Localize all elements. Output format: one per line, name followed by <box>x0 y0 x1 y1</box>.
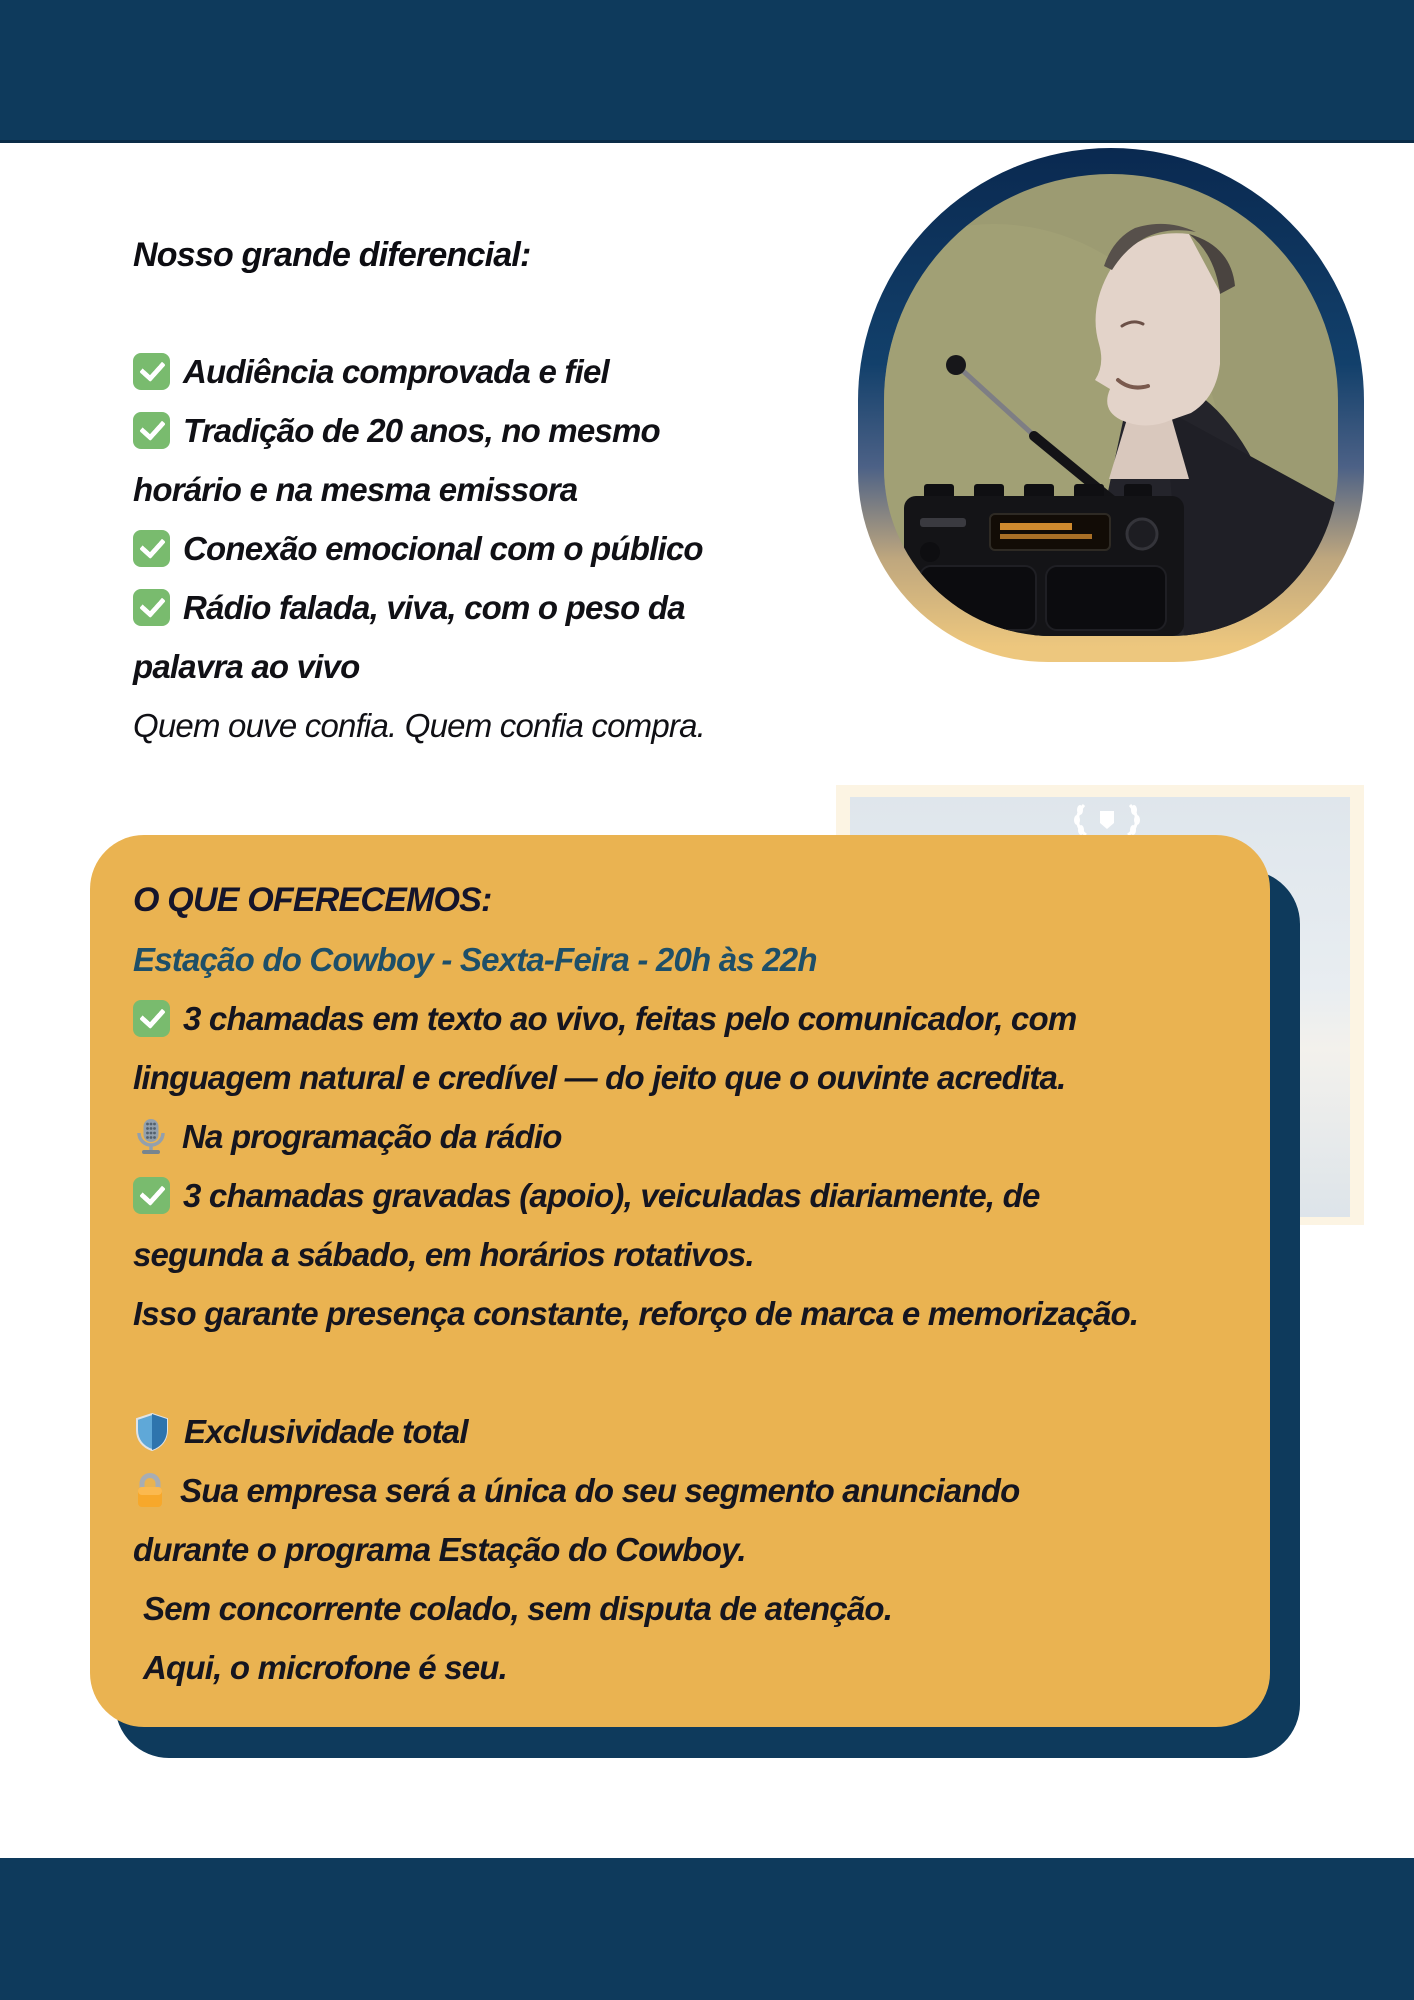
hero-tagline-text: Quem ouve confia. Quem confia compra. <box>133 706 706 744</box>
blank-line <box>133 1343 1243 1402</box>
offer-item-text: 3 chamadas gravadas (apoio), veiculadas diariamente, de <box>183 1176 1040 1214</box>
avatar-ring <box>858 148 1364 662</box>
offer-list-item <box>133 1048 1243 1107</box>
offer-list-item <box>133 1638 1243 1697</box>
offer-item-text: 3 chamadas em texto ao vivo, feitas pelo comunicador, com <box>183 999 1077 1037</box>
offer-item-text: durante o programa Estação do Cowboy. <box>133 1530 746 1568</box>
offer-item-text: Na programação da rádio <box>182 1117 562 1155</box>
offer-heading-text: O QUE OFERECEMOS: <box>133 881 492 919</box>
hero-list-item <box>133 342 705 401</box>
check-icon <box>133 1000 170 1037</box>
offer-subheading-text: Estação do Cowboy - Sexta-Feira - 20h às 22h <box>133 940 817 978</box>
offer-item-text: Exclusividade total <box>184 1412 468 1450</box>
offer-list-item <box>133 1107 1243 1166</box>
offer-heading <box>133 871 1243 930</box>
hero-item-text: Conexão emocional com o público <box>183 529 703 567</box>
check-icon <box>133 353 170 390</box>
offer-item-text: Isso garante presença constante, reforço de marca e memorização. <box>133 1294 1139 1332</box>
offer-item-text: Sua empresa será a única do seu segmento anunciando <box>180 1471 1020 1509</box>
offer-list-item <box>133 1579 1243 1638</box>
hero-title: Nosso grande diferencial: <box>133 236 531 274</box>
shield-icon <box>133 1412 171 1452</box>
hero-item-text: palavra ao vivo <box>133 647 360 685</box>
hero-item-text: Rádio falada, viva, com o peso da <box>183 588 685 626</box>
offer-list-item <box>133 1166 1243 1225</box>
hero-tagline <box>133 696 705 755</box>
hero-list-item <box>133 578 705 637</box>
offer-content <box>133 871 1243 1697</box>
offer-item-text: Sem concorrente colado, sem disputa de atenção. <box>143 1589 893 1627</box>
offer-list-item <box>133 1520 1243 1579</box>
hero-list-item <box>133 637 705 696</box>
offer-list-item <box>133 989 1243 1048</box>
offer-list-item <box>133 1461 1243 1520</box>
offer-list-item <box>133 1284 1243 1343</box>
offer-list-item <box>133 1225 1243 1284</box>
hero-list-item <box>133 401 705 460</box>
offer-item-text: segunda a sábado, em horários rotativos. <box>133 1235 754 1273</box>
microphone-icon <box>133 1117 169 1157</box>
bottom-navy-bar <box>0 1858 1414 2000</box>
offer-item-text: Aqui, o microfone é seu. <box>143 1648 508 1686</box>
check-icon <box>133 589 170 626</box>
hero-checklist <box>133 342 705 755</box>
offer-item-text: linguagem natural e credível — do jeito que o ouvinte acredita. <box>133 1058 1066 1096</box>
offer-subheading <box>133 930 1243 989</box>
check-icon <box>133 412 170 449</box>
lock-icon <box>133 1472 167 1510</box>
hero-item-text: Audiência comprovada e fiel <box>183 352 609 390</box>
person-with-radio-photo <box>884 174 1338 636</box>
hero-item-text: horário e na mesma emissora <box>133 470 578 508</box>
check-icon <box>133 1177 170 1214</box>
hero-list-item <box>133 460 705 519</box>
person-with-radio-illustration <box>884 174 1338 636</box>
offer-box <box>90 835 1270 1727</box>
top-navy-bar <box>0 0 1414 143</box>
check-icon <box>133 530 170 567</box>
hero-item-text: Tradição de 20 anos, no mesmo <box>183 411 660 449</box>
hero-list-item <box>133 519 705 578</box>
offer-list-item <box>133 1402 1243 1461</box>
